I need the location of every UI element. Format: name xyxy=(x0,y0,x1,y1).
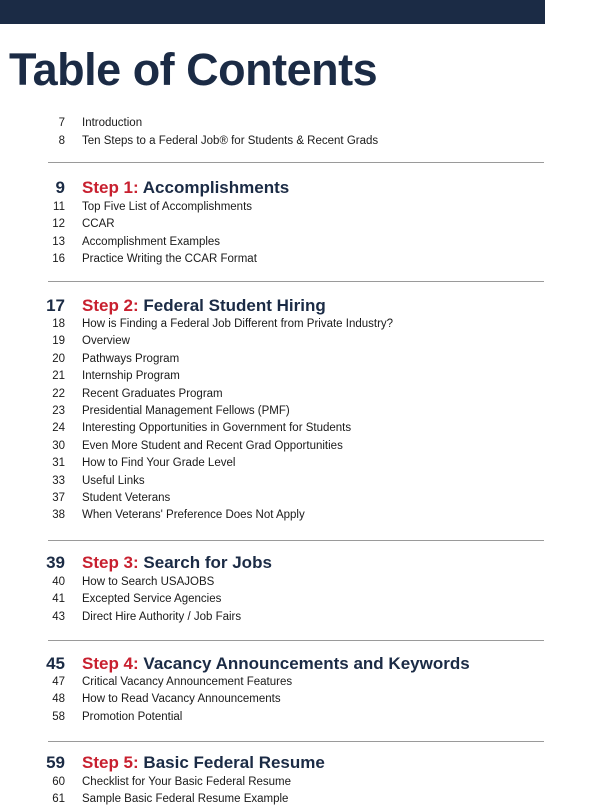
toc-entry-label: Accomplishment Examples xyxy=(82,236,221,248)
toc-entry-label: Promotion Potential xyxy=(82,711,183,723)
toc-page-number: 43 xyxy=(52,611,65,623)
toc-entry-label: Pathways Program xyxy=(82,353,180,365)
toc-entry-label: Recent Graduates Program xyxy=(82,388,223,400)
section-page-number: 39 xyxy=(46,553,65,572)
toc-entry-label: Presidential Management Fellows (PMF) xyxy=(82,405,290,417)
step-name: Federal Student Hiring xyxy=(143,296,326,315)
step-name: Accomplishments xyxy=(142,178,290,197)
section-divider xyxy=(48,741,544,742)
step-label: Step 5: xyxy=(82,753,139,772)
section-page-number: 17 xyxy=(46,296,65,315)
section-title xyxy=(82,176,289,200)
toc-entry-label: Interesting Opportunities in Government for Students xyxy=(82,422,352,434)
toc-page-number: 11 xyxy=(53,201,65,213)
toc-entry-label: Critical Vacancy Announcement Features xyxy=(82,676,293,688)
toc-page-number: 40 xyxy=(52,576,65,588)
toc-page-number: 20 xyxy=(52,353,65,365)
toc-entry-label: Direct Hire Authority / Job Fairs xyxy=(82,611,242,623)
step-name: Vacancy Announcements and Keywords xyxy=(143,654,470,673)
section-divider xyxy=(48,540,544,541)
toc-page-number: 38 xyxy=(52,509,65,521)
toc-entry-label: Checklist for Your Basic Federal Resume xyxy=(82,776,292,788)
step-label: Step 3: xyxy=(82,553,139,572)
toc-page-number: 22 xyxy=(52,388,65,400)
toc-page-number: 13 xyxy=(52,236,65,248)
toc-entry-label: How to Read Vacancy Announcements xyxy=(82,693,281,705)
step-name: Basic Federal Resume xyxy=(143,753,325,772)
section-page-number: 9 xyxy=(55,178,65,197)
toc-page-number: 12 xyxy=(52,218,65,230)
step-label: Step 2: xyxy=(82,296,139,315)
section-divider xyxy=(48,640,544,641)
toc-entry-label: CCAR xyxy=(82,218,115,230)
section-title xyxy=(82,751,325,775)
toc-page-number: 31 xyxy=(52,457,65,469)
toc-entry-label: Even More Student and Recent Grad Opportunities xyxy=(82,440,343,452)
toc-page-number: 33 xyxy=(52,475,65,487)
toc-entry-label: Ten Steps to a Federal Job® for Students & Recent Grads xyxy=(82,135,379,147)
toc-page-number: 47 xyxy=(52,676,65,688)
toc-page-number: 19 xyxy=(52,335,65,347)
page-title: Table of Contents xyxy=(9,44,378,95)
toc-entry-label: How to Search USAJOBS xyxy=(82,576,215,588)
toc-page-number: 37 xyxy=(52,492,65,504)
toc-page-number: 48 xyxy=(52,693,65,705)
toc-page-number: 41 xyxy=(52,593,65,605)
toc-entry-label: Top Five List of Accomplishments xyxy=(82,201,253,213)
toc-entry-label: How to Find Your Grade Level xyxy=(82,457,236,469)
toc-page-number: 30 xyxy=(52,440,65,452)
toc-page-number: 7 xyxy=(58,117,65,129)
toc-page-number: 18 xyxy=(52,318,65,330)
toc-entry-label: Student Veterans xyxy=(82,492,171,504)
toc-entry-label: Introduction xyxy=(82,117,143,129)
toc-page-number: 60 xyxy=(52,776,65,788)
section-page-number: 45 xyxy=(46,654,65,673)
toc-entry-label: When Veterans' Preference Does Not Apply xyxy=(82,509,305,521)
toc-entry-label: Internship Program xyxy=(82,370,180,382)
step-label: Step 1: xyxy=(82,178,139,197)
toc-entry-label: How is Finding a Federal Job Different from Private Industry? xyxy=(82,318,394,330)
step-name: Search for Jobs xyxy=(143,553,272,572)
section-divider xyxy=(48,162,544,163)
toc-page-number: 23 xyxy=(52,405,65,417)
toc-page-number: 24 xyxy=(52,422,65,434)
toc-entry-label: Useful Links xyxy=(82,475,145,487)
step-label: Step 4: xyxy=(82,654,139,673)
toc-page-number: 61 xyxy=(52,793,65,805)
toc-entry-label: Excepted Service Agencies xyxy=(82,593,222,605)
section-divider xyxy=(48,281,544,282)
toc-entry-label: Sample Basic Federal Resume Example xyxy=(82,793,289,805)
toc-entry-label: Overview xyxy=(82,335,130,347)
toc-entry-label: Practice Writing the CCAR Format xyxy=(82,253,257,265)
toc-page-number: 8 xyxy=(58,135,65,147)
toc-page-number: 16 xyxy=(52,253,65,265)
toc-page-number: 58 xyxy=(52,711,65,723)
section-page-number: 59 xyxy=(46,753,65,772)
header-bar xyxy=(0,0,545,24)
section-title xyxy=(82,551,272,575)
toc-page-number: 21 xyxy=(52,370,65,382)
